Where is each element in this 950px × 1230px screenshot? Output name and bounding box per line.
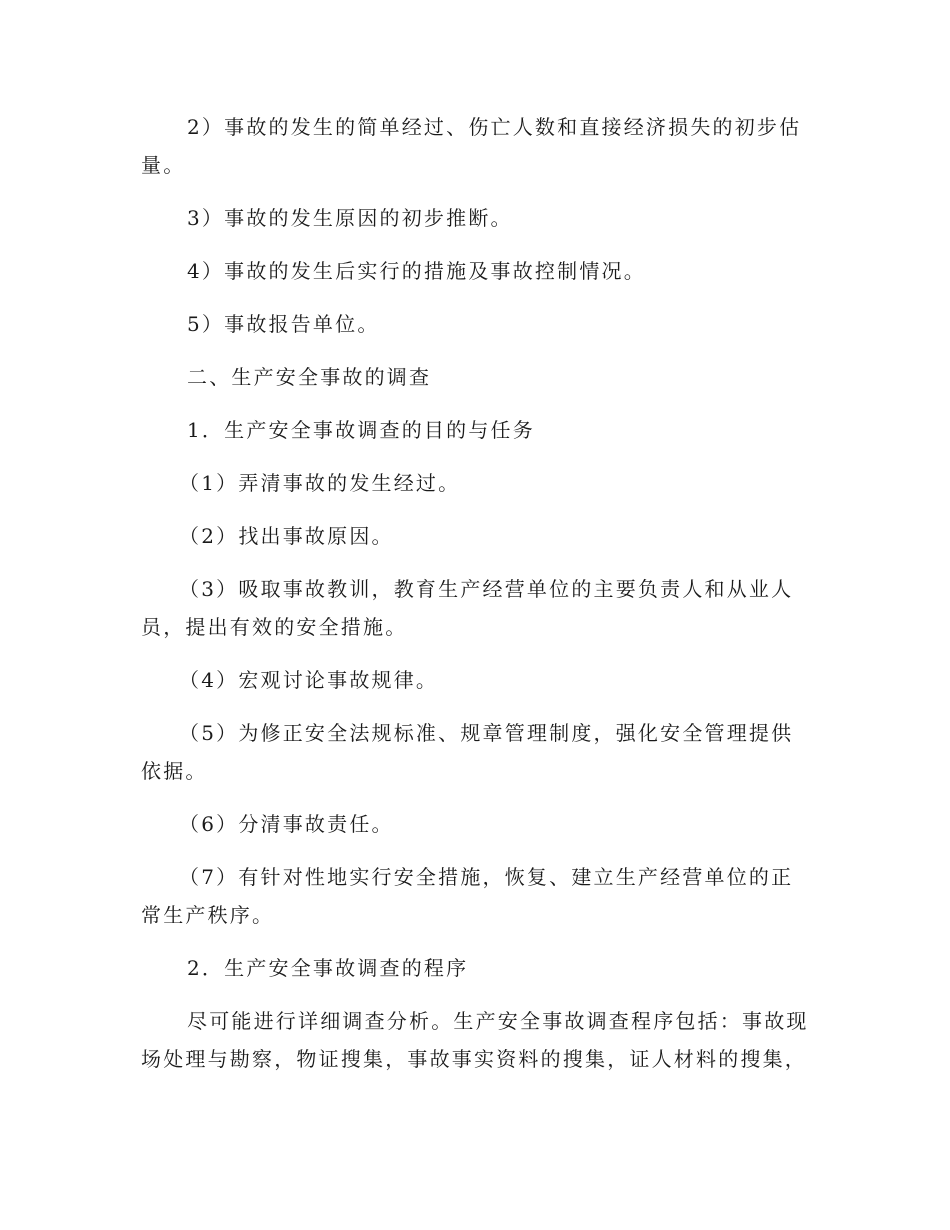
- document-body: [141, 108, 809, 1093]
- paragraph-purpose-7: （7）有针对性地实行安全措施，恢复、建立生产经营单位的正常生产秩序。: [141, 865, 794, 927]
- paragraph-report-item-5: 5）事故报告单位。: [187, 312, 380, 336]
- paragraph-report-item-3: 3）事故的发生原因的初步推断。: [187, 206, 513, 230]
- paragraph-purpose-3: （3）吸取事故教训，教育生产经营单位的主要负责人和从业人员，提出有效的安全措施。: [141, 577, 794, 639]
- paragraph-procedure: 尽可能进行详细调查分析。生产安全事故调查程序包括：事故现场处理与勘察，物证搜集，事故事实资料的搜集，证人材料的搜集，: [141, 1009, 809, 1071]
- paragraph-purpose-2: （2）找出事故原因。: [179, 524, 394, 548]
- subsection-heading-procedure: 2．生产安全事故调查的程序: [187, 956, 469, 980]
- paragraph-report-item-4: 4）事故的发生后实行的措施及事故控制情况。: [187, 259, 646, 283]
- paragraph-purpose-4: （4）宏观讨论事故规律。: [179, 668, 439, 692]
- paragraph-report-item-2: 2）事故的发生的简单经过、伤亡人数和直接经济损失的初步估量。: [141, 115, 802, 177]
- paragraph-purpose-6: （6）分清事故责任。: [179, 812, 394, 836]
- paragraph-purpose-1: （1）弄清事故的发生经过。: [179, 471, 461, 495]
- subsection-heading-purpose: 1．生产安全事故调查的目的与任务: [187, 418, 535, 442]
- paragraph-purpose-5: （5）为修正安全法规标准、规章管理制度，强化安全管理提供依据。: [141, 721, 794, 783]
- section-heading-investigation: 二、生产安全事故的调查: [187, 365, 432, 389]
